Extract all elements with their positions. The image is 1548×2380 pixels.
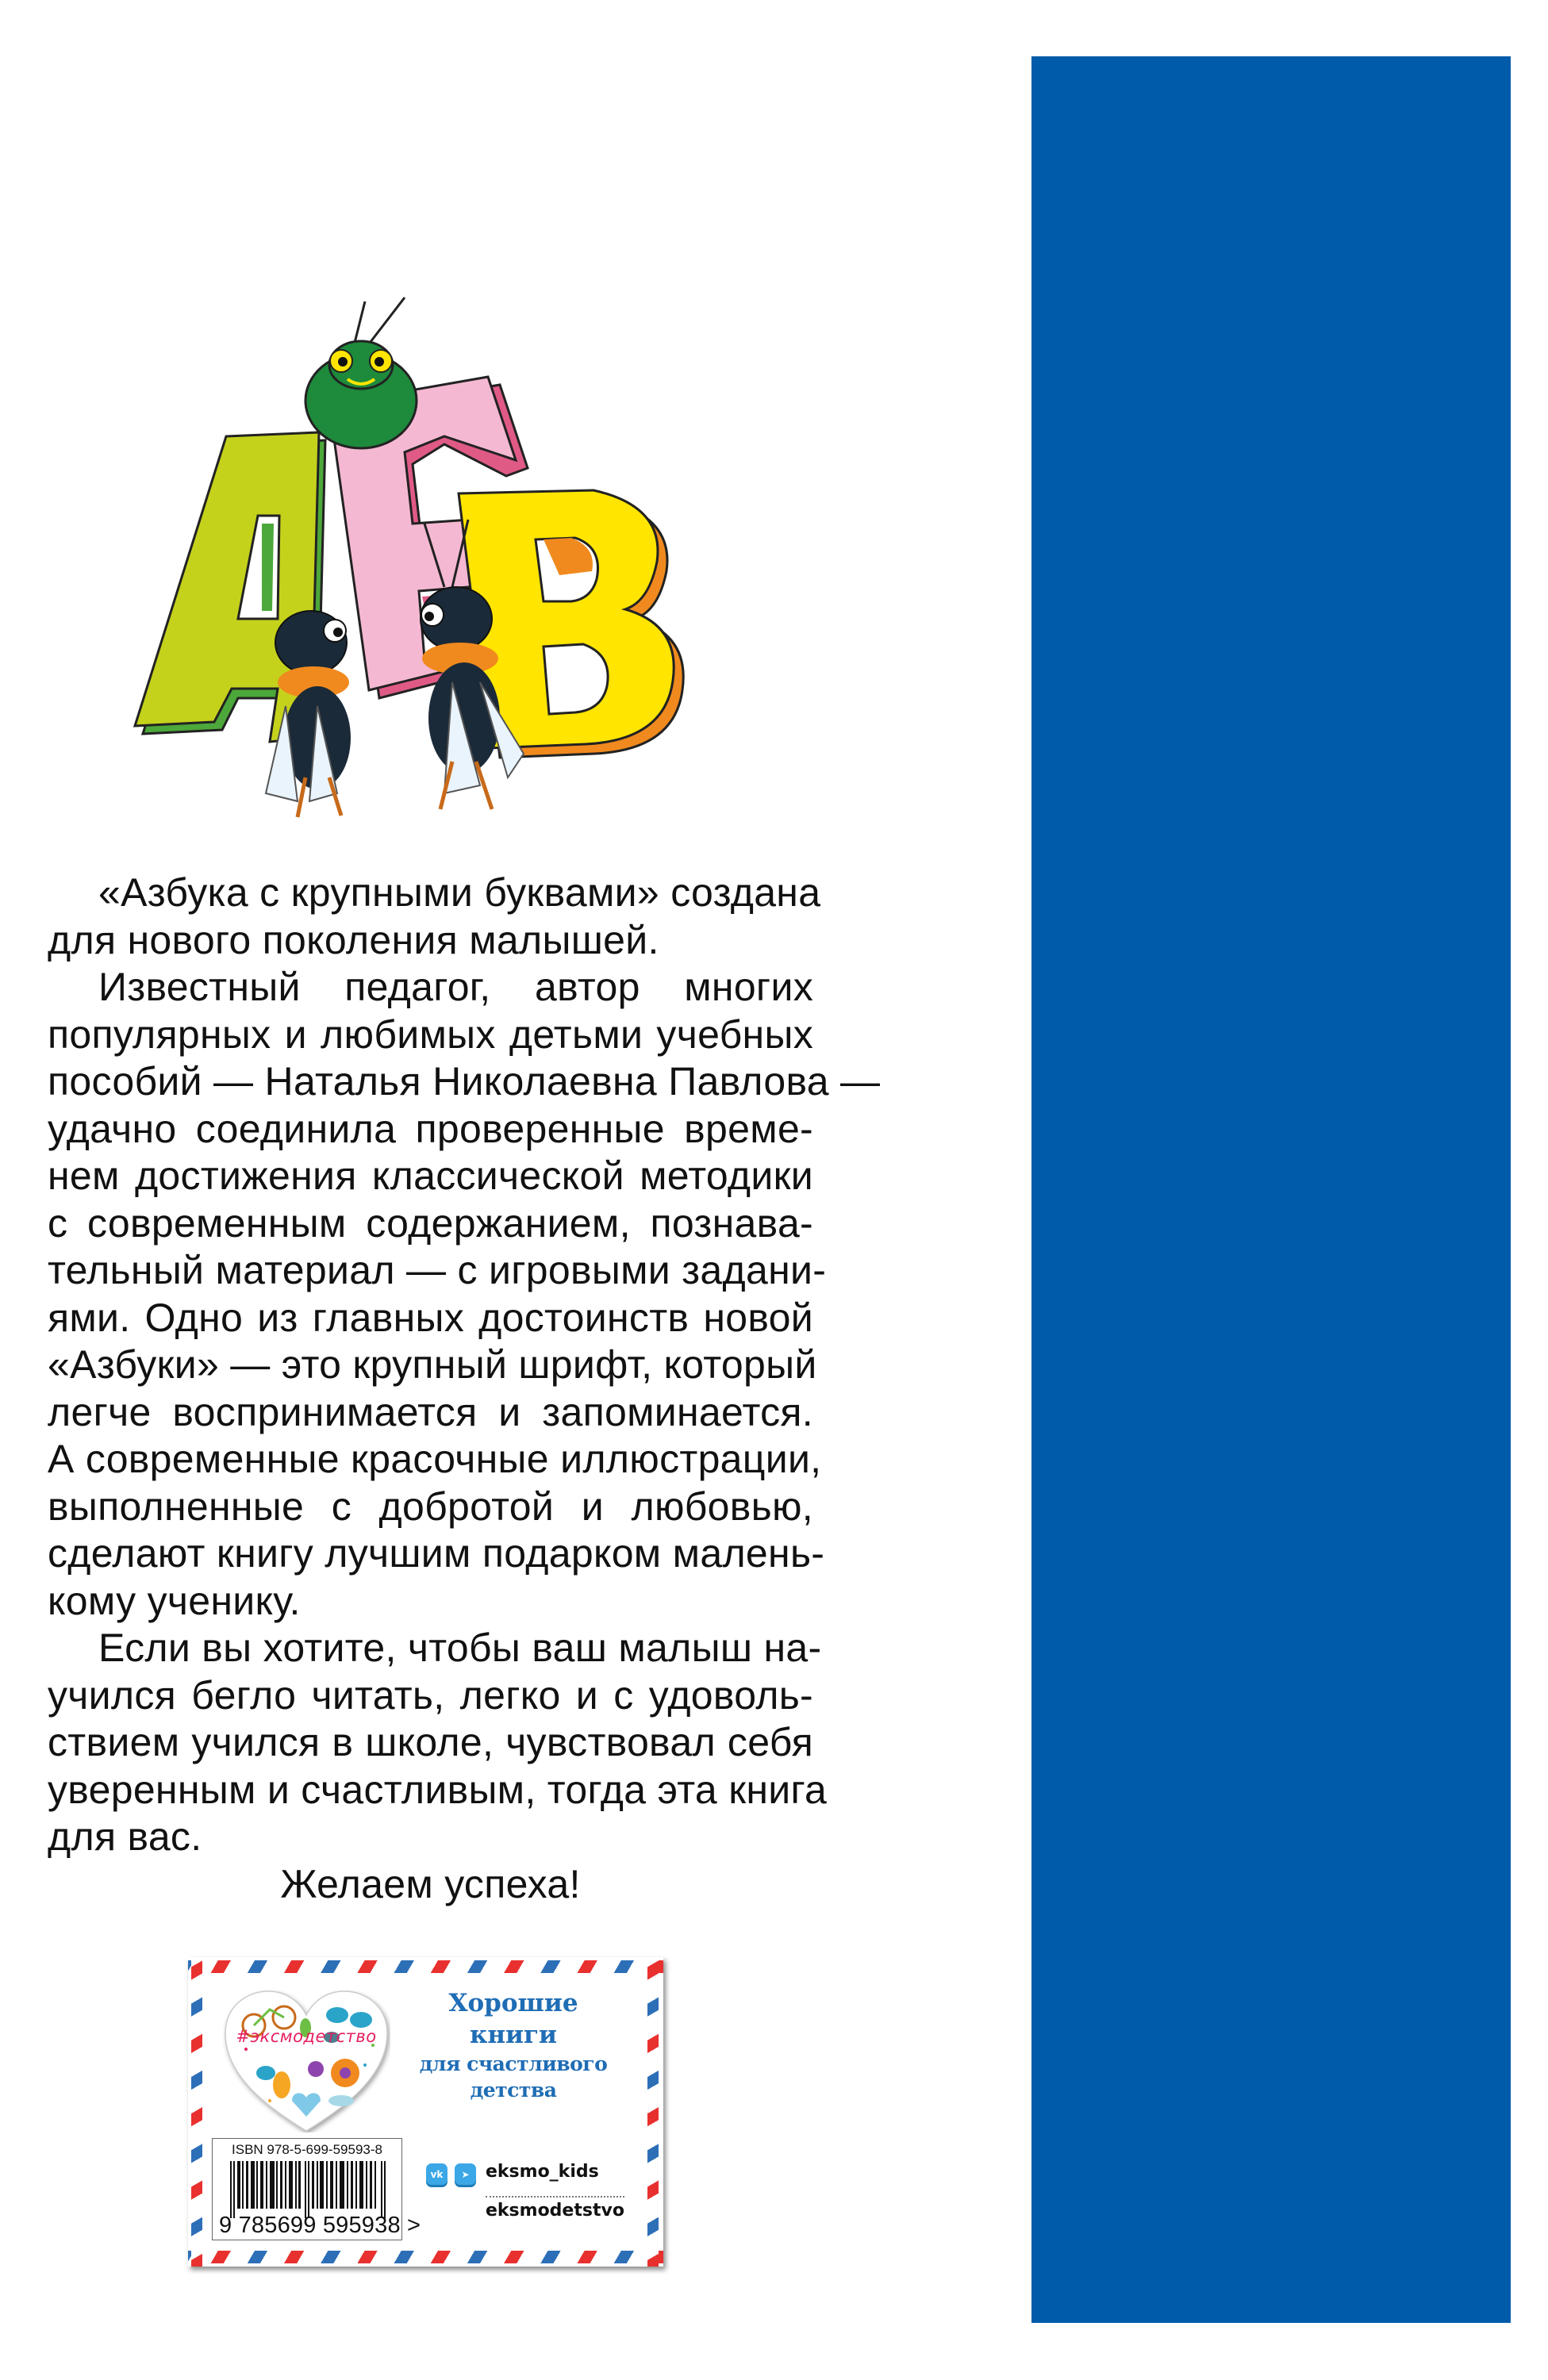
blurb-line: «Азбуки» — это крупный шрифт, который	[48, 1342, 817, 1387]
closing-line: Желаем успеха!	[280, 1861, 581, 1906]
blurb-line: сделают книгу лучшим подарком малень-	[48, 1531, 825, 1576]
blurb-line: удачно соединила проверенные време-	[48, 1106, 813, 1151]
blurb-line: популярных и любимых детьми учебных	[48, 1012, 813, 1057]
blurb-line: кому ученику.	[48, 1578, 301, 1623]
social-icons	[426, 2163, 476, 2185]
heart-sticker-icon	[222, 1990, 390, 2132]
blurb-line: пособий — Наталья Николаевна Павлова —	[48, 1059, 881, 1104]
blurb-line: уверенным и счастливым, тогда эта книга	[48, 1767, 828, 1812]
telegram-icon: ➤	[455, 2163, 476, 2185]
blurb-line: учился бегло читать, легко и с удоволь-	[48, 1672, 813, 1718]
back-cover-blurb	[48, 869, 881, 1908]
airmail-stripe-right	[647, 1957, 659, 2267]
isbn-label: ISBN 978-5-699-59593-8	[232, 2142, 382, 2157]
publisher-badge-envelope	[188, 1957, 663, 2267]
vk-icon: vk	[426, 2163, 447, 2185]
social-handle-eksmo-kids: eksmo_kids	[486, 2162, 599, 2182]
green-beetle	[305, 298, 417, 448]
blurb-line: А современные красочные иллюстрации,	[48, 1437, 822, 1481]
hashtag-label: #эксмодетство	[236, 2027, 377, 2046]
blurb-line: для нового поколения малышей.	[48, 917, 659, 962]
blurb-line: для вас.	[48, 1814, 202, 1859]
blurb-line: ями. Одно из главных достоинств новой	[48, 1295, 813, 1340]
blurb-line: Если вы хотите, чтобы ваш малыш на-	[98, 1626, 822, 1670]
slogan-line: для счастливого	[419, 2052, 608, 2075]
blurb-line: нем достижения классической методики	[48, 1154, 813, 1198]
abc-illustration	[127, 286, 714, 821]
airmail-stripe-bottom	[188, 2251, 663, 2263]
publisher-slogan	[418, 1987, 609, 2103]
blurb-line: «Азбука с крупными буквами» создана	[98, 870, 821, 915]
slogan-line: книги	[469, 2021, 558, 2049]
dotted-divider	[486, 2196, 624, 2198]
airmail-stripe-top	[188, 1960, 663, 1973]
slogan-line: Хорошие	[448, 1989, 578, 2017]
barcode-icon	[230, 2161, 386, 2218]
slogan-line: детства	[470, 2079, 557, 2102]
blurb-line: Известный педагог, автор многих	[98, 965, 813, 1009]
blurb-line: легче воспринимается и запоминается.	[48, 1389, 813, 1434]
blurb-line: тельный материал — с игровыми задани-	[48, 1248, 827, 1292]
airmail-stripe-left	[191, 1957, 202, 2267]
blue-spine-panel	[1031, 56, 1511, 2323]
isbn-barcode	[212, 2138, 421, 2240]
blurb-line: с современным содержанием, познава-	[48, 1200, 813, 1246]
blurb-line: выполненные с добротой и любовью,	[48, 1484, 813, 1529]
blurb-line: ствием учился в школе, чувствовал себя	[48, 1720, 813, 1764]
barcode-digits: 9 785699 595938 >	[219, 2213, 421, 2238]
social-handle-eksmodetstvo: eksmodetstvo	[486, 2201, 624, 2221]
